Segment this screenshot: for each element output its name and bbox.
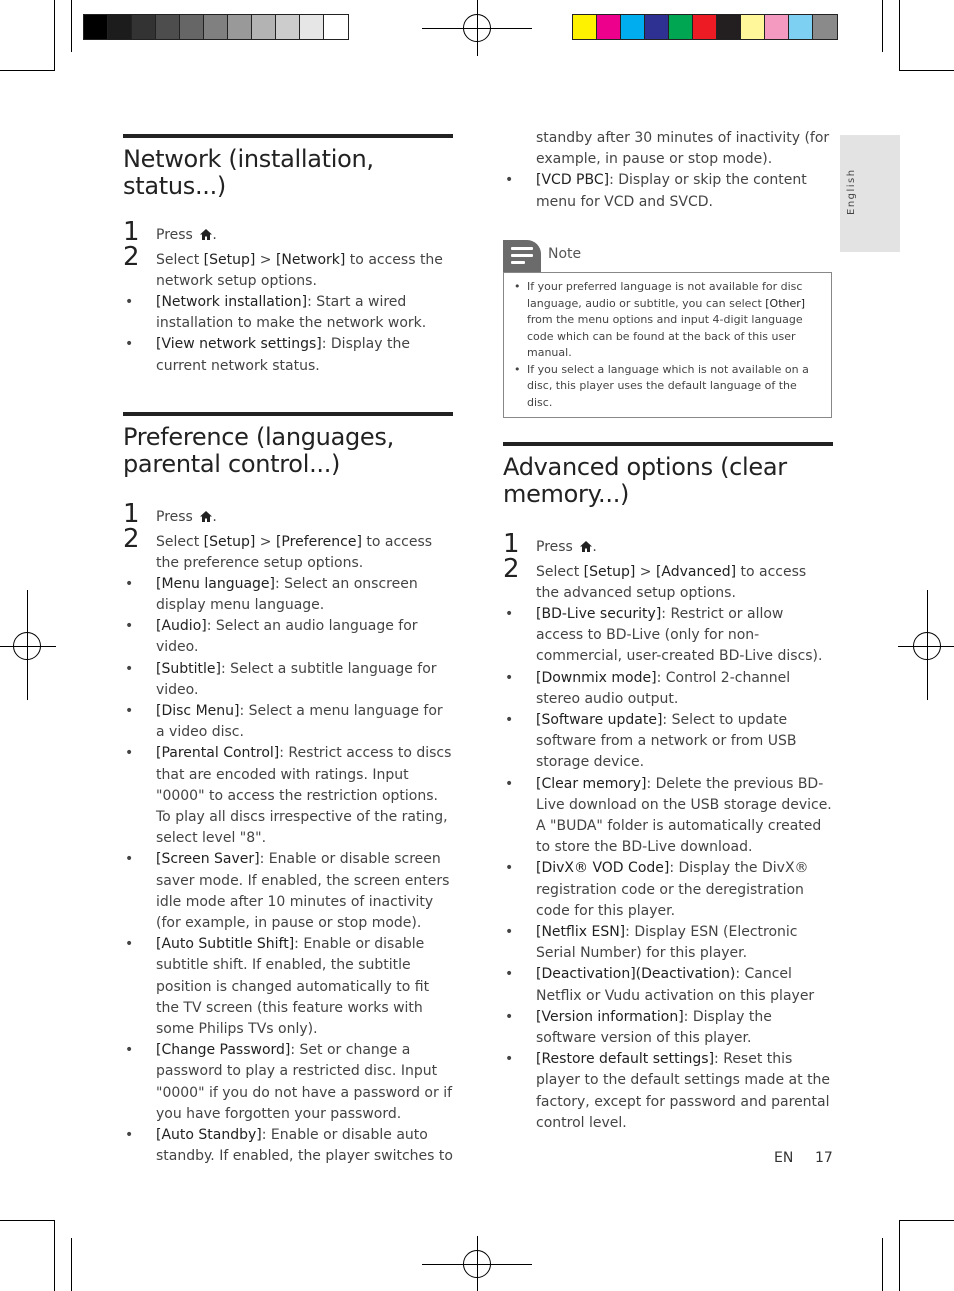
menu-term: [Setup] (583, 564, 636, 580)
note-box (503, 240, 832, 418)
network-title: Network (installation, status...) (123, 145, 374, 200)
list-item: • [VCD PBC]: Display or skip the content menu for VCD and SVCD. (503, 170, 833, 212)
menu-term: [Preference] (275, 533, 362, 550)
process-color-swatch (669, 15, 693, 39)
home-icon (200, 229, 212, 240)
step-number: 1 (503, 529, 520, 559)
list-item: • [Parental Control]: Restrict access to discs that are encoded with ratings. Input "0000" to access the restriction options. To play all discs irrespective of the rating, select level "8". (123, 743, 453, 849)
list-item: • [View network settings]: Display the current network status. (123, 334, 453, 376)
left-column (123, 134, 453, 1168)
step-number: 2 (123, 523, 140, 554)
network-step-1: 1 Press . (123, 217, 217, 247)
process-color-swatch (645, 15, 669, 39)
list-item: • [Software update]: Select to update software from a network or from USB storage device. (503, 710, 833, 774)
advanced-step-1: 1 Press . (503, 529, 597, 559)
home-icon (200, 511, 212, 522)
list-item: • [Change Password]: Set or change a password to play a restricted disc. Input "0000" if you do not have a password or if you have forgotten your password. (123, 1040, 453, 1125)
advanced-step-2: 2 Select [Setup] > [Advanced] to access the advanced setup options. (503, 554, 807, 601)
gray-swatch (132, 15, 156, 39)
step-text: Press (156, 508, 193, 525)
process-color-swatch (765, 15, 789, 39)
process-color-swatch (693, 15, 717, 39)
list-item: • [Disc Menu]: Select a menu language for a video disc. (123, 701, 453, 743)
preference-step-1: 1 Press . (123, 498, 217, 529)
network-options-list (123, 292, 453, 377)
list-item: • [Network installation]: Start a wired installation to make the network work. (123, 292, 453, 334)
process-color-bar (572, 14, 838, 40)
note-header (503, 240, 832, 272)
gray-swatch (324, 15, 348, 39)
advanced-options-list (503, 604, 833, 1134)
grayscale-color-bar (83, 14, 349, 40)
gray-swatch (252, 15, 276, 39)
list-item: • [Netflix ESN]: Display ESN (Electronic Serial Number) for this player. (503, 922, 833, 964)
home-icon (580, 541, 592, 552)
gray-swatch (180, 15, 204, 39)
language-side-tab (840, 135, 900, 252)
preference-step-2: 2 Select [Setup] > [Preference] to access the preference setup options. (123, 523, 433, 571)
list-item: • [Clear memory]: Delete the previous BD-Live download on the USB storage device. A "BUDA" folder is automatically created to store the BD-Live download. (503, 774, 833, 859)
gray-swatch (204, 15, 228, 39)
network-section (123, 134, 453, 377)
gray-swatch (84, 15, 108, 39)
footer-language: EN (774, 1150, 794, 1166)
gray-swatch (300, 15, 324, 39)
process-color-swatch (789, 15, 813, 39)
side-tab-label: English (846, 168, 857, 215)
process-color-swatch (717, 15, 741, 39)
process-color-swatch (813, 15, 837, 39)
advanced-title: Advanced options (clear memory...) (503, 453, 787, 508)
step-number: 2 (503, 554, 520, 584)
advanced-section (503, 442, 833, 1134)
step-text: Press (156, 227, 193, 243)
list-item: • [BD-Live security]: Restrict or allow access to BD-Live (only for non-commercial, user-created BD-Live discs). (503, 604, 833, 668)
right-column (503, 128, 833, 213)
list-item: • [Downmix mode]: Control 2-channel stereo audio output. (503, 668, 833, 710)
list-item: • [Version information]: Display the software version of this player. (503, 1007, 833, 1049)
menu-term: [Setup] (203, 533, 256, 550)
continued-text: standby after 30 minutes of inactivity (for example, in pause or stop mode). (536, 130, 830, 168)
preference-section (123, 412, 453, 1168)
process-color-swatch (621, 15, 645, 39)
preference-options-list (123, 574, 453, 1168)
gray-swatch (276, 15, 300, 39)
step-number: 1 (123, 217, 140, 247)
section-rule (503, 442, 833, 446)
list-item: • [Auto Standby]: Enable or disable auto standby. If enabled, the player switches to (123, 1125, 453, 1167)
list-item: • [Auto Subtitle Shift]: Enable or disable subtitle shift. If enabled, the subtitle position is changed automatically to fit the TV screen (this feature works with some Philips TVs only). (123, 934, 453, 1040)
continued-options-list (503, 128, 833, 213)
list-item: • [DivX® VOD Code]: Display the DivX® registration code or the deregistration code for this player. (503, 858, 833, 922)
gray-swatch (228, 15, 252, 39)
section-rule (123, 134, 453, 138)
process-color-swatch (573, 15, 597, 39)
step-text: Press (536, 539, 573, 555)
menu-term: [Setup] (203, 252, 256, 268)
network-step-2: 2 Select [Setup] > [Network] to access the network setup options. (123, 242, 443, 289)
list-item: • [Deactivation](Deactivation): Cancel Netflix or Vudu activation on this player (503, 964, 833, 1006)
process-color-swatch (597, 15, 621, 39)
preference-title: Preference (languages, parental control...) (123, 422, 394, 478)
note-icon (503, 240, 541, 272)
list-item: • [Screen Saver]: Enable or disable screen saver mode. If enabled, the screen enters idle mode after 10 minutes of inactivity (for example, in pause or stop mode). (123, 849, 453, 934)
menu-term: [Network] (275, 252, 346, 268)
note-body (503, 272, 832, 418)
gray-swatch (156, 15, 180, 39)
step-number: 2 (123, 242, 140, 272)
step-number: 1 (123, 498, 140, 529)
section-rule (123, 412, 453, 416)
list-item: • [Restore default settings]: Reset this player to the default settings made at the factory, except for password and parental control level. (503, 1049, 833, 1134)
page-number: 17 (815, 1150, 833, 1166)
note-item: • If you select a language which is not available on a disc, this player uses the default language of the disc. (510, 362, 825, 412)
note-label: Note (548, 246, 582, 262)
list-item: • [Subtitle]: Select a subtitle language for video. (123, 659, 453, 701)
menu-term: [Advanced] (655, 564, 737, 580)
note-item: • If your preferred language is not available for disc language, audio or subtitle, you can select [Other] from the menu options and input 4-digit language code which can be found at the back of this user manual. (510, 279, 825, 362)
list-item: • [Audio]: Select an audio language for video. (123, 616, 453, 658)
list-item: • [Menu language]: Select an onscreen display menu language. (123, 574, 453, 616)
process-color-swatch (741, 15, 765, 39)
gray-swatch (108, 15, 132, 39)
